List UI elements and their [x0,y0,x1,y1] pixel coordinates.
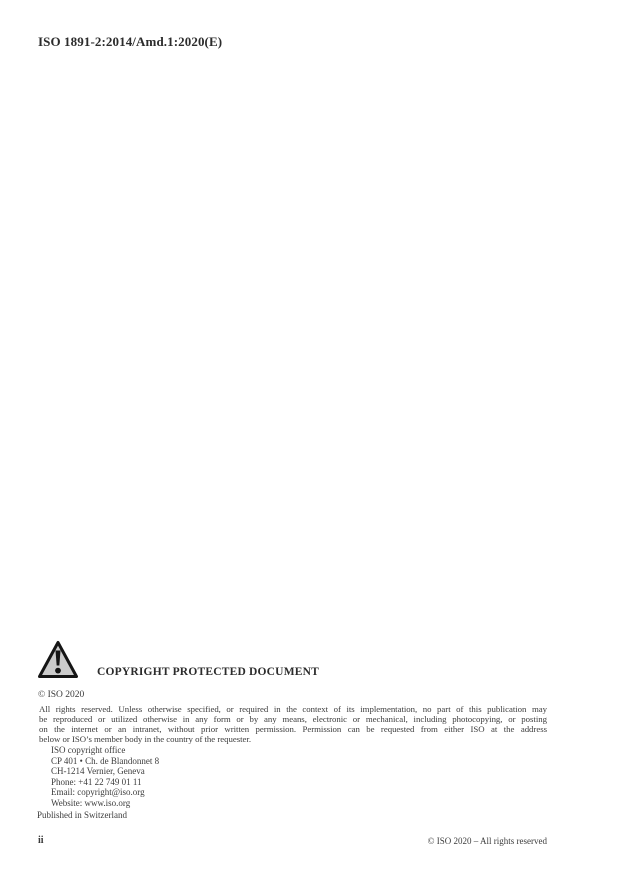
address-line-phone: Phone: +41 22 749 01 11 [51,776,142,787]
address-line-street: CP 401 • Ch. de Blandonnet 8 [51,755,160,766]
notice-line: be reproduced or utilized otherwise in any form or by any means, electronic or mechanical, including photocopying, or posting [39,714,547,724]
header-document-reference: ISO 1891-2:2014/Amd.1:2020(E) [38,34,223,49]
notice-line: below or ISO’s member body in the country of the requester. [39,734,251,744]
published-in-switzerland-text: Published in Switzerland [37,810,127,820]
footer-copyright-text: © ISO 2020 – All rights reserved [427,836,547,846]
warning-triangle-icon [37,639,79,680]
address-line-website: Website: www.iso.org [51,797,131,808]
footer-page-number: ii [38,835,44,846]
copyright-year-notice: © ISO 2020 [38,690,85,700]
copyright-notice-paragraph [39,704,547,744]
copyright-protected-heading: COPYRIGHT PROTECTED DOCUMENT [97,666,319,678]
address-line-city: CH-1214 Vernier, Geneva [51,766,145,777]
address-line-email: Email: copyright@iso.org [51,787,145,798]
address-line-office: ISO copyright office [51,745,126,755]
notice-line: All rights reserved. Unless otherwise specified, or required in the context of its implementation, no part of this publication may [39,704,547,714]
iso-address-block [51,745,159,809]
notice-line: on the internet or an intranet, without prior written permission. Permission can be requested from either ISO at the address [39,724,547,734]
